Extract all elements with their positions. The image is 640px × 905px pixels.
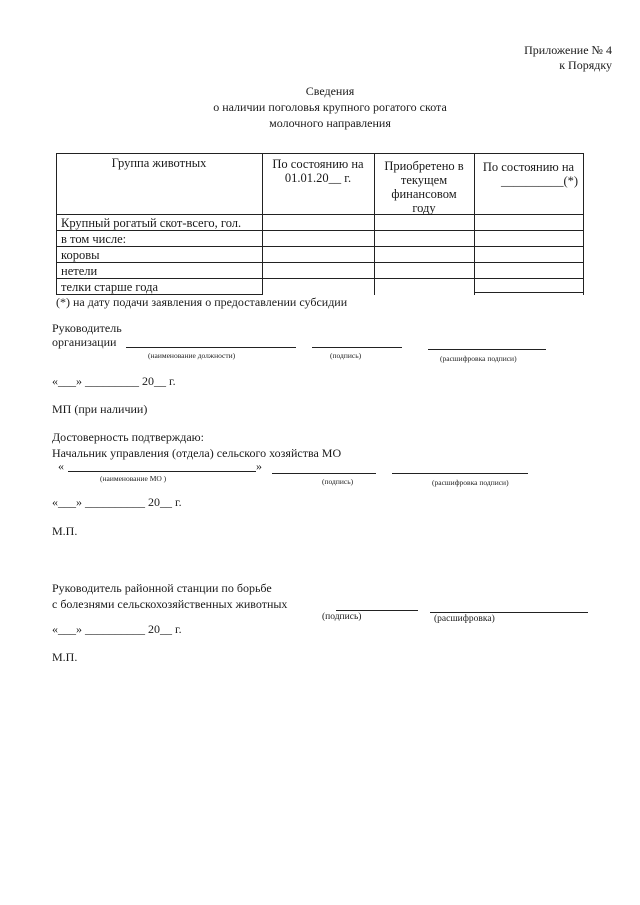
col-header-purchased-l1: Приобретено в — [384, 159, 464, 173]
confirm-label: Достоверность подтверждаю: — [52, 430, 204, 444]
table-border-top — [56, 153, 584, 154]
col-header-current-date-l2: __________(*) — [500, 174, 579, 188]
table-row-divider — [56, 246, 584, 247]
col-header-purchased — [374, 159, 474, 215]
livestock-table — [56, 153, 584, 295]
stamp-label-2: М.П. — [52, 524, 78, 538]
col-header-current-date-l1: По состоянию на — [482, 160, 575, 174]
signature-field-line-3[interactable] — [336, 610, 418, 611]
station-head-label-line1: Руководитель районной станции по борьбе — [52, 581, 272, 595]
head-label-line1: Руководитель — [52, 321, 122, 335]
table-row-label: коровы — [61, 248, 100, 262]
table-row-label: в том числе: — [61, 232, 127, 246]
decode-field-line-3[interactable] — [430, 612, 588, 613]
col-header-purchased-l3: финансовом — [391, 187, 457, 201]
stamp-label-3: М.П. — [52, 650, 78, 664]
col-header-purchased-l4: году — [412, 201, 436, 215]
signature-field-line-2[interactable] — [272, 473, 376, 474]
decode-caption-2: (расшифровка подписи) — [432, 478, 509, 487]
appendix-number: Приложение № 4 — [524, 43, 612, 57]
col-header-purchased-l2: текущем — [400, 173, 448, 187]
table-row-divider — [56, 230, 584, 231]
chief-label: Начальник управления (отдела) сельского хозяйства МО — [52, 446, 342, 460]
appendix-reference: к Порядку — [559, 58, 612, 72]
date-field-2[interactable]: «___» __________ 20__ г. — [52, 495, 182, 509]
date-field[interactable]: «___» _________ 20__ г. — [52, 374, 176, 388]
table-row-divider — [56, 262, 584, 263]
table-border-left — [56, 153, 57, 295]
quote-close: » — [256, 459, 262, 473]
signature-field-line[interactable] — [312, 347, 402, 348]
doc-title: Сведения — [305, 84, 355, 98]
col-header-start-date — [262, 157, 374, 185]
doc-subtitle-line1: о наличии поголовья крупного рогатого скота — [213, 100, 447, 114]
mo-name-field-line[interactable] — [68, 471, 256, 472]
doc-subtitle-line2: молочного направления — [269, 116, 391, 130]
table-border-bottom-right — [474, 292, 584, 293]
table-footnote: (*) на дату подачи заявления о предоставлении субсидии — [56, 295, 348, 309]
table-header-divider — [56, 214, 584, 215]
signature-caption: (подпись) — [330, 351, 362, 360]
mo-name-caption: (наименование МО ) — [100, 474, 167, 483]
quote-open: « — [58, 459, 64, 473]
table-row-label: Крупный рогатый скот-всего, гол. — [61, 216, 242, 230]
table-border-right — [583, 153, 584, 295]
stamp-label: МП (при наличии) — [52, 402, 148, 416]
decode-caption: (расшифровка подписи) — [440, 354, 517, 363]
date-field-3[interactable]: «___» __________ 20__ г. — [52, 622, 182, 636]
head-label-line2: организации — [52, 335, 117, 349]
decode-field-line[interactable] — [428, 349, 546, 350]
decode-caption-3: (расшифровка) — [434, 614, 495, 624]
col-header-start-date-l1: По состоянию на — [272, 157, 364, 171]
position-caption: (наименование должности) — [148, 351, 236, 360]
table-row-label: телки старше года — [61, 280, 159, 294]
col-header-start-date-l2: 01.01.20__ г. — [284, 171, 352, 185]
table-row-divider — [56, 278, 584, 279]
signature-caption-2: (подпись) — [322, 477, 354, 486]
position-field-line[interactable] — [126, 347, 296, 348]
signature-caption-3: (подпись) — [322, 612, 362, 622]
decode-field-line-2[interactable] — [392, 473, 528, 474]
table-row-label: нетели — [61, 264, 98, 278]
col-header-current-date — [474, 160, 583, 188]
col-header-group: Группа животных — [111, 156, 207, 170]
station-head-label-line2: с болезнями сельскохозяйственных животных — [52, 597, 288, 611]
